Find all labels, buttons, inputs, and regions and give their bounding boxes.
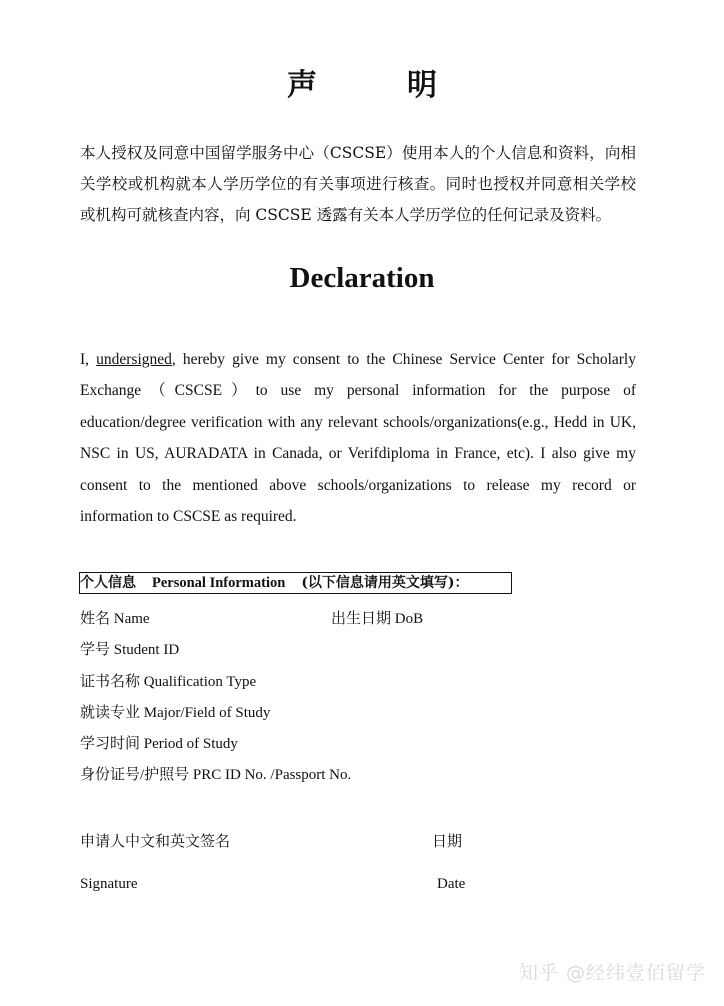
zhihu-watermark: 知乎 @经纬壹佰留学 — [518, 962, 706, 984]
date-label-en: Date — [437, 876, 466, 892]
personal-info-header-note: (以下信息请用英文填写)： — [301, 575, 469, 591]
english-title: Declaration — [289, 262, 435, 294]
personal-info-header-cn: 个人信息 — [80, 575, 136, 591]
chinese-title: 声 明 — [287, 68, 467, 103]
qualification-type-field-label: 证书名称 Qualification Type — [80, 674, 257, 690]
passport-field-label: 身份证号/护照号 PRC ID No. /Passport No. — [80, 767, 352, 783]
signature-label-cn: 申请人中文和英文签名 — [80, 834, 231, 850]
chinese-declaration-paragraph: 本人授权及同意中国留学服务中心（CSCSE）使用本人的个人信息和资料，向相关学校或机构就本人学历学位的有关事项进行核查。同时也授权并同意相关学校或机构可就核查内容，向 CSCSE 透露有关本人学历学位的任何记录及资料。 — [80, 144, 636, 224]
declaration-lead: I, — [80, 351, 90, 368]
signature-label-en: Signature — [80, 876, 138, 892]
personal-info-header-en: Personal Information — [152, 575, 286, 591]
major-field-label: 就读专业 Major/Field of Study — [80, 705, 271, 721]
undersigned-word: undersigned — [96, 351, 172, 368]
english-declaration-paragraph — [80, 344, 636, 532]
student-id-field-label: 学号 Student ID — [80, 642, 180, 658]
date-label-cn: 日期 — [432, 834, 463, 850]
declaration-body: , hereby give my consent to the Chinese Service Center for Scholarly Exchange（CSCSE）to use my personal information for the purpose of education/degree verification with any relevant schools/organizations(e.g., Hedd in UK, NSC in US, AURADATA in Canada, or Verifdiploma in France, etc). I also give my consent to the mentioned above schools/organizations to release my record or information to CSCSE as required. — [80, 351, 636, 526]
personal-info-header — [79, 572, 512, 594]
dob-field-label: 出生日期 DoB — [331, 611, 424, 627]
name-field-label: 姓名 Name — [80, 611, 150, 627]
period-of-study-field-label: 学习时间 Period of Study — [80, 736, 238, 752]
